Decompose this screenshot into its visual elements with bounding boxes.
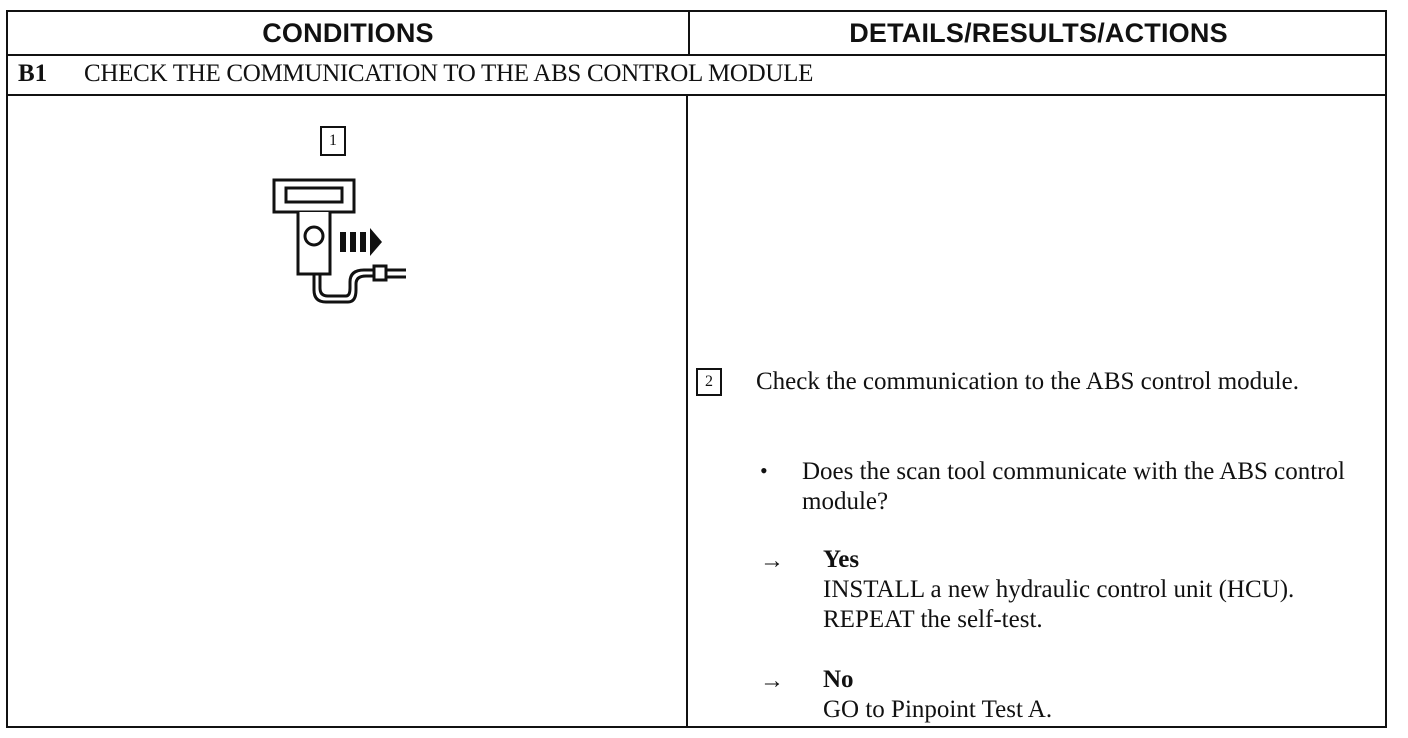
step-instruction: Check the communication to the ABS control module. bbox=[756, 368, 1299, 395]
arrow-icon: → bbox=[760, 548, 784, 574]
arrow-icon: → bbox=[760, 668, 784, 694]
scan-tool-icon bbox=[270, 178, 420, 304]
answer-yes-action: INSTALL a new hydraulic control unit (HCU). REPEAT the self-test. bbox=[823, 576, 1295, 633]
pinpoint-test-table bbox=[6, 10, 1387, 728]
detail-step-number: 2 bbox=[696, 368, 722, 396]
answer-no-action: GO to Pinpoint Test A. bbox=[823, 696, 1053, 723]
table-header-row bbox=[8, 12, 1385, 56]
conditions-header: CONDITIONS bbox=[262, 17, 434, 48]
bullet: • bbox=[760, 458, 768, 483]
test-code: B1 bbox=[18, 60, 48, 87]
condition-step-number: 1 bbox=[320, 126, 346, 156]
answer-yes-label: Yes bbox=[823, 546, 860, 573]
details-header: DETAILS/RESULTS/ACTIONS bbox=[849, 17, 1228, 48]
test-title: CHECK THE COMMUNICATION TO THE ABS CONTROL MODULE bbox=[84, 60, 814, 87]
column-divider bbox=[686, 96, 688, 728]
question-text: Does the scan tool communicate with the ABS control module? bbox=[802, 458, 1345, 515]
test-title-row bbox=[8, 54, 1385, 96]
answer-no-label: No bbox=[823, 666, 854, 693]
